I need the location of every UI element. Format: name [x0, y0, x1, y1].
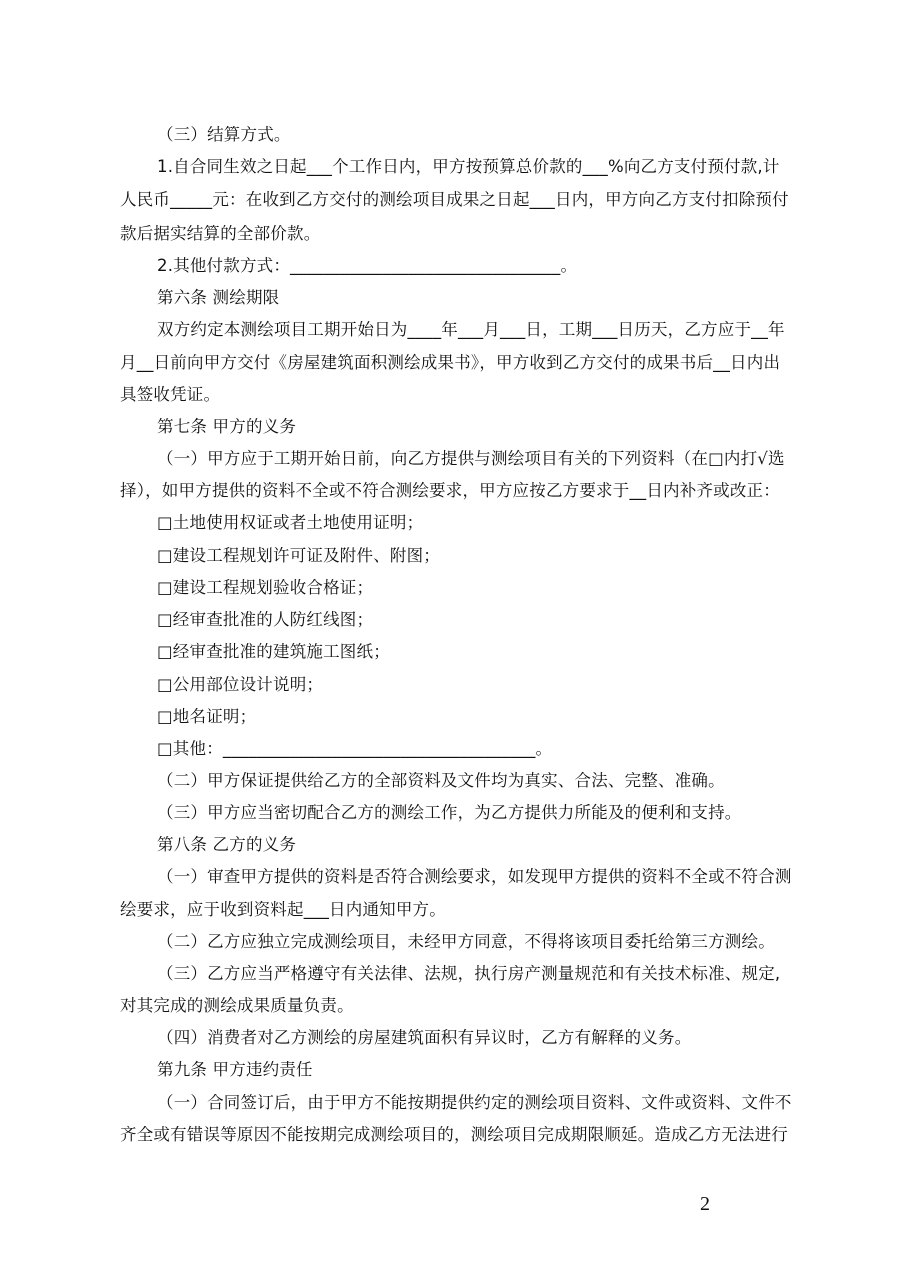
checklist-item-land-use: □土地使用权证或者土地使用证明；: [157, 513, 424, 532]
checklist-item-civil-defense: □经审查批准的人防红线图；: [157, 610, 374, 629]
party-a-duty-1-line-2: 择），如甲方提供的资料不全或不符合测绘要求，甲方应按乙方要求于__日内补齐或改正：: [120, 481, 780, 500]
payment-clause-line-3: 款后据实结算的全部价款。: [120, 224, 321, 243]
checklist-item-place-name: □地名证明；: [157, 707, 257, 726]
article-8-heading: 第八条 乙方的义务: [157, 835, 297, 854]
article-9-heading: 第九条 甲方违约责任: [157, 1060, 313, 1079]
settlement-method-heading: （三）结算方式。: [157, 125, 291, 144]
party-a-liability-1-line-1: （一）合同签订后，由于甲方不能按期提供约定的测绘项目资料、文件或资料、文件不: [157, 1093, 792, 1112]
page-number: 2: [700, 1193, 710, 1215]
article-7-heading: 第七条 甲方的义务: [157, 417, 297, 436]
party-a-duty-2: （二）甲方保证提供给乙方的全部资料及文件均为真实、合法、完整、准确。: [157, 771, 725, 790]
schedule-clause-line-1: 双方约定本测绘项目工期开始日为____年___月___日，工期___日历天，乙方应于__年: [157, 320, 785, 339]
checklist-item-common-areas: □公用部位设计说明；: [157, 675, 324, 694]
party-a-duty-3: （三）甲方应当密切配合乙方的测绘工作，为乙方提供力所能及的便利和支持。: [157, 803, 742, 822]
schedule-clause-line-3: 具签收凭证。: [120, 385, 221, 404]
checklist-item-planning-permit: □建设工程规划许可证及附件、附图；: [157, 546, 440, 565]
party-b-duty-2: （二）乙方应独立完成测绘项目，未经甲方同意，不得将该项目委托给第三方测绘。: [157, 932, 775, 951]
party-b-duty-3-line-2: 对其完成的测绘成果质量负责。: [120, 996, 354, 1015]
schedule-clause-line-2: 月__日前向甲方交付《房屋建筑面积测绘成果书》，甲方收到乙方交付的成果书后__日内出: [120, 353, 781, 372]
party-a-liability-1-line-2: 齐全或有错误等原因不能按期完成测绘项目的，测绘项目完成期限顺延。造成乙方无法进行: [120, 1125, 788, 1144]
party-b-duty-1-line-2: 绘要求，应于收到资料起___日内通知甲方。: [120, 900, 446, 919]
party-b-duty-1-line-1: （一）审查甲方提供的资料是否符合测绘要求，如发现甲方提供的资料不全或不符合测: [157, 867, 792, 886]
checklist-item-planning-acceptance: □建设工程规划验收合格证；: [157, 578, 374, 597]
article-6-heading: 第六条 测绘期限: [157, 288, 280, 307]
party-b-duty-3-line-1: （三）乙方应当严格遵守有关法律、法规，执行房产测量规范和有关技术标准、规定,: [157, 964, 781, 983]
party-a-duty-1-line-1: （一）甲方应于工期开始日前，向乙方提供与测绘项目有关的下列资料（在□内打√选: [157, 449, 785, 468]
payment-clause-line-1: 1.自合同生效之日起___个工作日内，甲方按预算总价款的___%向乙方支付预付款,计: [157, 157, 780, 176]
checklist-item-construction-drawings: □经审查批准的建筑施工图纸；: [157, 642, 390, 661]
payment-clause-line-2: 人民币_____元：在收到乙方交付的测绘项目成果之日起___日内，甲方向乙方支付扣除预付: [120, 190, 789, 209]
checklist-item-other: □其他：_____________________________________。: [157, 739, 553, 758]
other-payment-line: 2.其他付款方式：________________________________。: [157, 256, 578, 275]
party-b-duty-4: （四）消费者对乙方测绘的房屋建筑面积有异议时，乙方有解释的义务。: [157, 1028, 692, 1047]
